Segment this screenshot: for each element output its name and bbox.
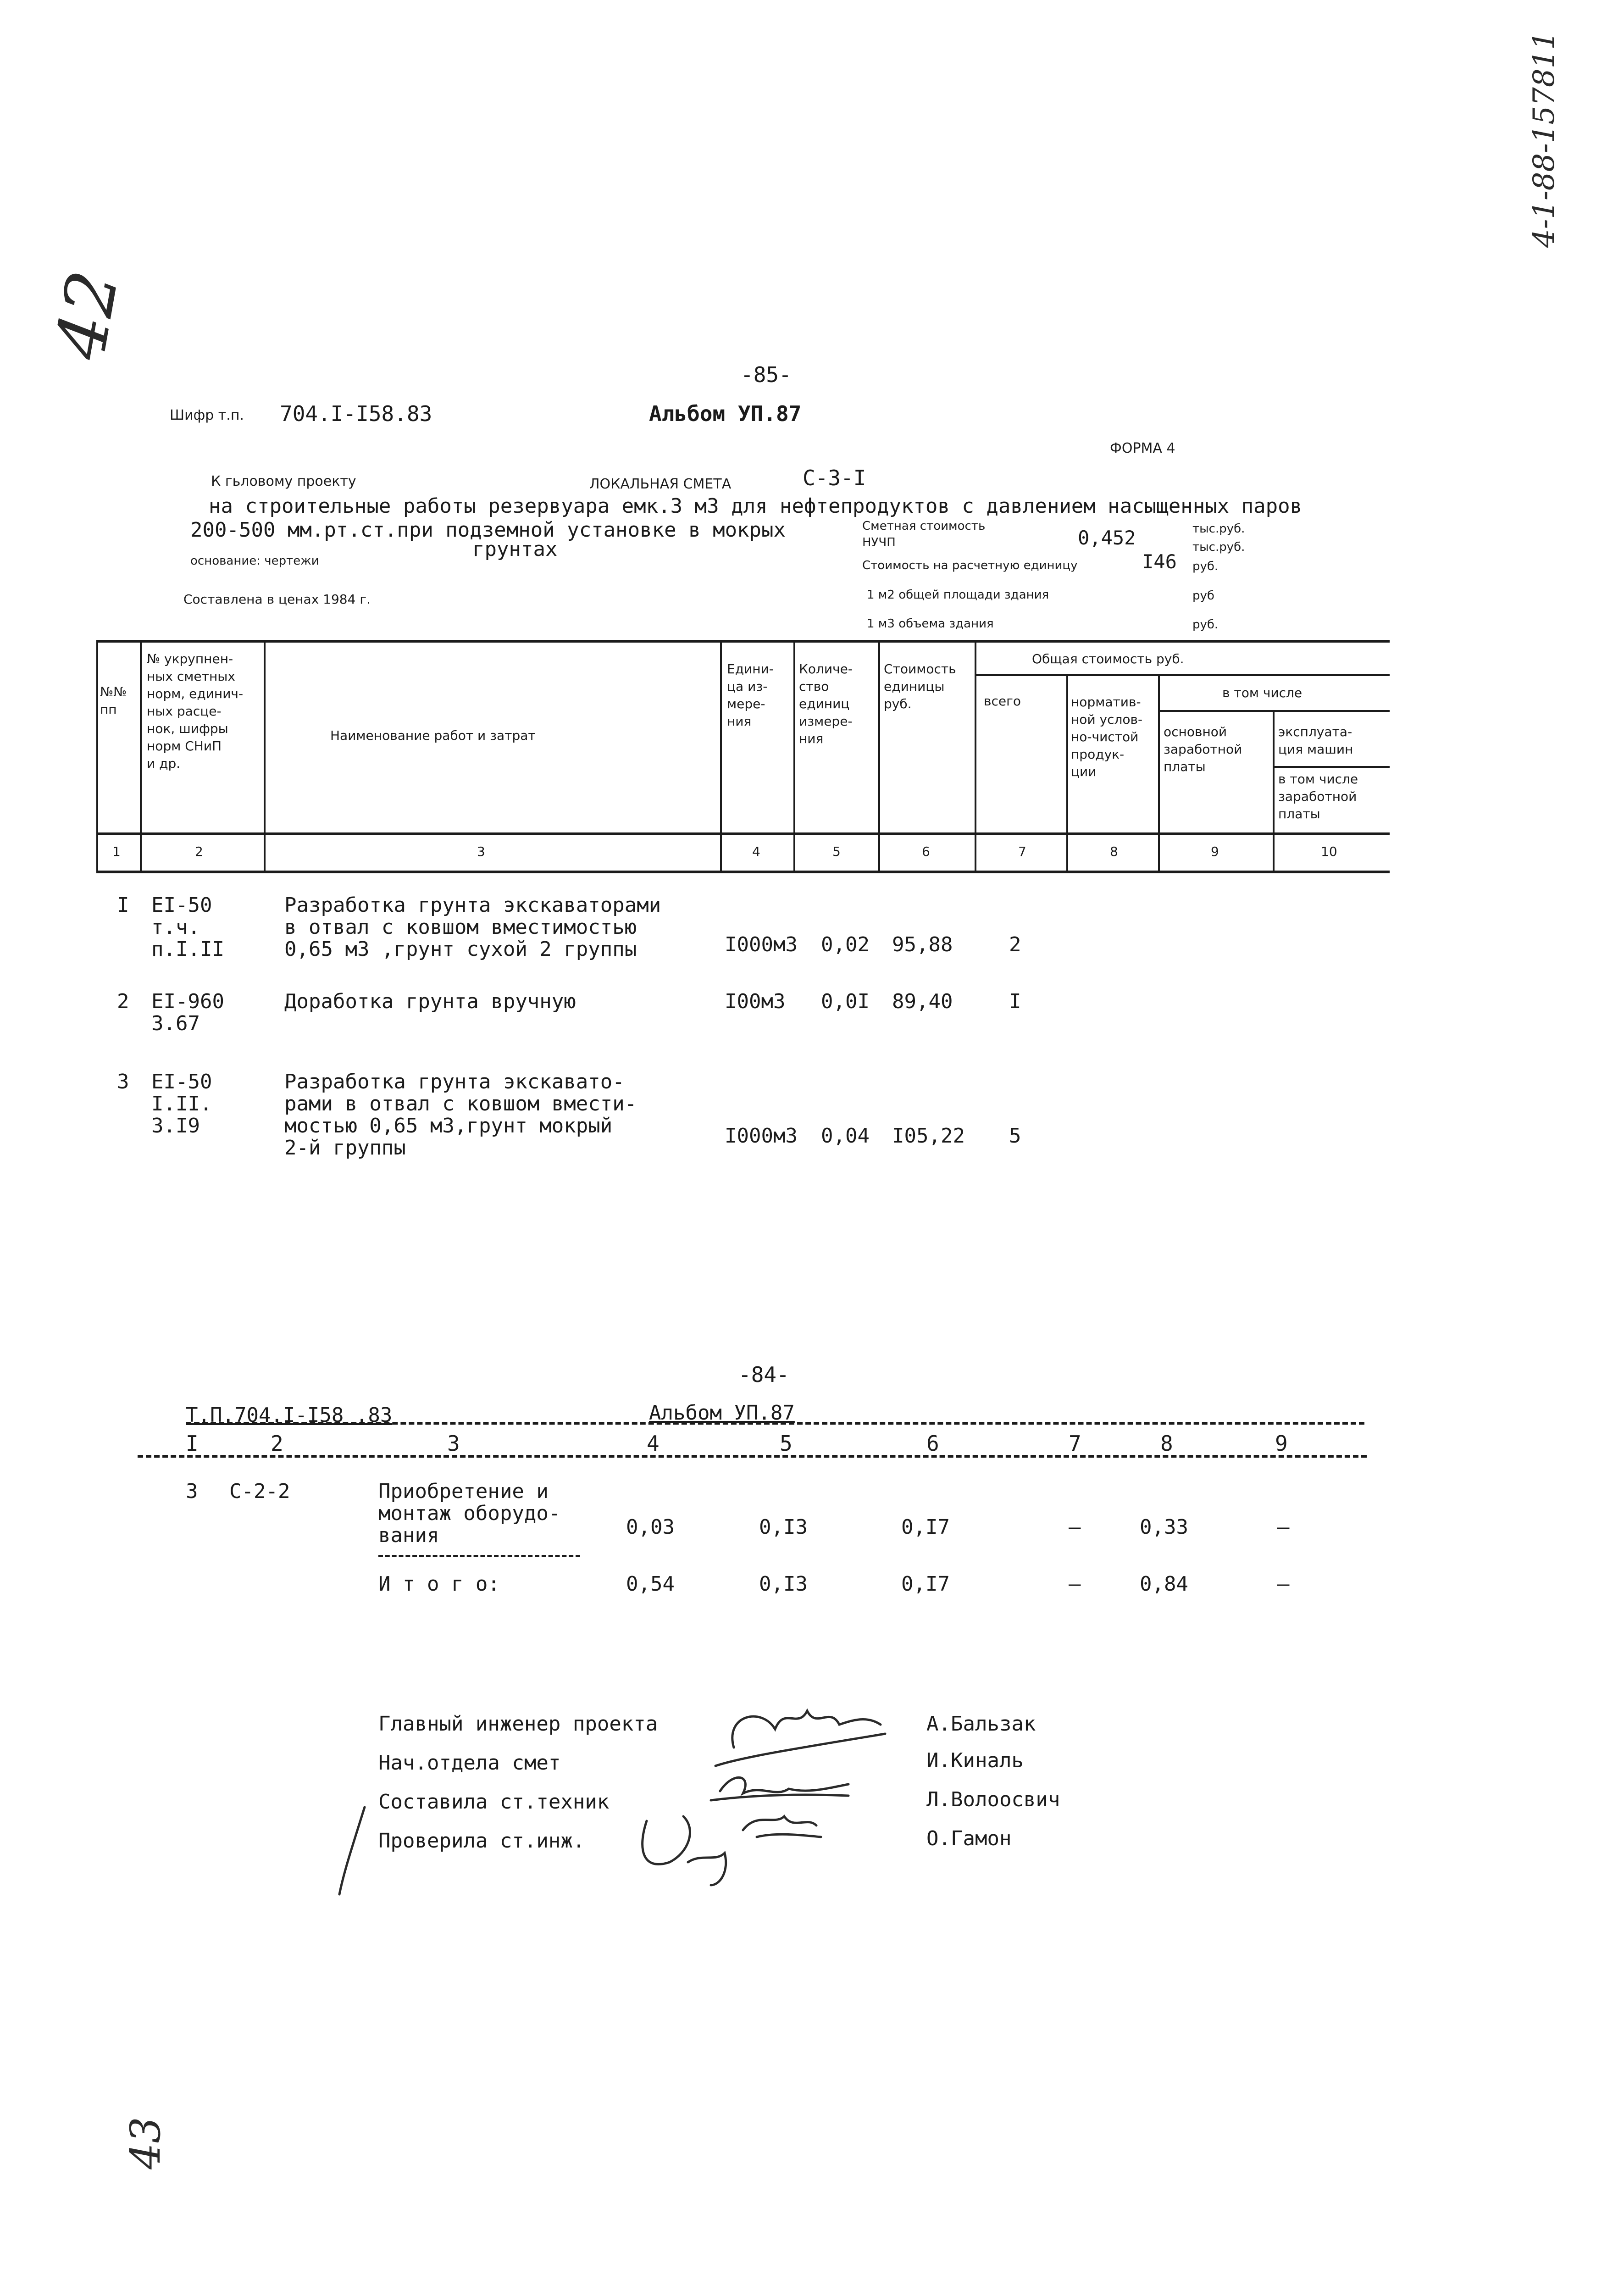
row-quantity: 0,02 (821, 933, 870, 956)
col-header-quantity: Количе- ство единиц измере- ния (799, 661, 853, 746)
row-value-4: 0,03 (626, 1515, 675, 1539)
row-work-name: Приобретение и монтаж оборудо- вания (378, 1480, 561, 1547)
row-value-8: 0,84 (1140, 1572, 1188, 1596)
bottom-col-9: 9 (1275, 1431, 1288, 1456)
smeta-subject-line3: грунтах (472, 538, 558, 561)
m3-unit: руб. (1192, 618, 1219, 632)
row-work-name: Разработка грунта экскавато- рами в отвал с ковшом вмести- мостью 0,65 м3,грунт мокрый 2-й группы (284, 1070, 637, 1160)
sostavlena-label: Составлена в ценах 1984 г. (183, 592, 371, 607)
row-value-7: – (1069, 1515, 1081, 1539)
row-number: 2 (117, 990, 129, 1013)
bottom-col-1: I (186, 1431, 199, 1456)
col-number-9: 9 (1211, 844, 1219, 859)
row-value-6: 0,I7 (901, 1515, 950, 1539)
col-number-3: 3 (477, 844, 485, 859)
signature-name: А.Бальзак (926, 1712, 1036, 1736)
row-unit-cost: 89,40 (892, 990, 953, 1013)
bottom-album-title: Альбом УП.87 (649, 1401, 795, 1425)
divider-line (186, 1422, 1364, 1425)
margin-note-top-left: 42 (40, 265, 134, 366)
col-header-base-salary: основной заработной платы (1164, 724, 1242, 774)
col-header-number: №№ пп (100, 684, 127, 717)
shifr-value: 704.I-I58.83 (280, 401, 432, 426)
row-value-7: – (1069, 1572, 1081, 1596)
col-header-total-all: всего (984, 694, 1021, 709)
unit-cost-unit: руб. (1192, 560, 1219, 573)
row-quantity: 0,04 (821, 1124, 870, 1148)
signature-role: Составила ст.техник (378, 1790, 610, 1814)
cost-label: Сметная стоимость (862, 519, 986, 533)
row-value-9: – (1277, 1515, 1290, 1539)
col-number-2: 2 (195, 844, 203, 859)
bottom-doc-code: Т.П.704.I-I58 .83 (186, 1404, 393, 1427)
col-header-work-name: Наименование работ и затрат (330, 728, 536, 743)
row-value-5: 0,I3 (759, 1515, 808, 1539)
row-number: I (117, 893, 129, 917)
osnovanie-label: основание: чертежи (190, 554, 319, 568)
m3-label: 1 м3 объема здания (867, 617, 994, 631)
row-unit: I00м3 (725, 990, 786, 1013)
col-number-4: 4 (752, 844, 760, 859)
row-total: I (1009, 990, 1021, 1013)
smeta-subject-line2: 200-500 мм.рт.ст.при подземной установке в мокрых (190, 518, 786, 542)
smeta-number: С-3-I (803, 466, 866, 490)
row-norm-code: EI-960 3.67 (151, 990, 224, 1035)
row-work-name: И т о г о: (378, 1572, 500, 1596)
cost-unit-1: тыс.руб. (1192, 522, 1245, 536)
col-header-unit: Едини- ца из- мере- ния (727, 661, 774, 729)
row-value-4: 0,54 (626, 1572, 675, 1596)
row-value-9: – (1277, 1572, 1290, 1596)
bottom-col-3: 3 (447, 1431, 460, 1456)
signature-name: И.Киналь (926, 1749, 1024, 1772)
row-total: 5 (1009, 1124, 1021, 1148)
row-norm-code: EI-50 I.II. 3.I9 (151, 1070, 212, 1137)
col-header-unit-cost: Стоимость единицы руб. (884, 661, 956, 711)
col-number-7: 7 (1018, 844, 1026, 859)
unit-cost-label: Стоимость на расчетную единицу (862, 559, 1078, 572)
smeta-title: ЛОКАЛЬНАЯ СМЕТА (589, 476, 732, 492)
row-value-6: 0,I7 (901, 1572, 950, 1596)
row-norm-code: EI-50 т.ч. п.I.II (151, 893, 224, 961)
bottom-col-6: 6 (926, 1431, 939, 1456)
row-unit: I000м3 (725, 933, 798, 956)
divider-line (138, 1455, 1367, 1458)
cost-unit-2: тыс.руб. (1192, 540, 1245, 554)
col-number-8: 8 (1110, 844, 1118, 859)
row-quantity: 0,0I (821, 990, 870, 1013)
signature-role: Нач.отдела смет (378, 1751, 561, 1775)
page-number-bottom: -84- (738, 1362, 789, 1387)
bottom-col-2: 2 (271, 1431, 283, 1456)
nuchp-label: НУЧП (862, 536, 896, 549)
forma-label: ФОРМА 4 (1110, 440, 1175, 456)
m2-unit: руб (1192, 589, 1214, 603)
row-total: 2 (1009, 933, 1021, 956)
margin-note-right: 4-1-88-157811 (1527, 31, 1561, 248)
margin-note-bottom-left: 43 (121, 2117, 170, 2169)
col-header-including: в том числе (1222, 685, 1303, 700)
row-value-8: 0,33 (1140, 1515, 1188, 1539)
col-header-normative: норматив- ной услов- но-чистой продук- ции (1071, 694, 1143, 779)
divider-line (378, 1555, 580, 1557)
signature-role: Главный инженер проекта (378, 1712, 658, 1736)
col-number-10: 10 (1321, 844, 1337, 859)
m2-label: 1 м2 общей площади здания (867, 588, 1049, 602)
col-number-6: 6 (922, 844, 930, 859)
col-number-1: 1 (112, 844, 121, 859)
smeta-subject-line1: на строительные работы резервуара емк.3 м3 для нефтепродуктов с давлением насыщенных паров (209, 494, 1303, 518)
cost-value: 0,452 (1078, 527, 1136, 549)
row-unit: I000м3 (725, 1124, 798, 1148)
col-header-norm-code: № укрупнен- ных сметных норм, единич- ных расце- нок, шифры норм СНиП и др. (147, 651, 244, 771)
album-title: Альбом УП.87 (649, 401, 802, 426)
bottom-col-5: 5 (780, 1431, 793, 1456)
signature-role: Проверила ст.инж. (378, 1829, 585, 1853)
bottom-col-7: 7 (1069, 1431, 1081, 1456)
col-header-total-cost: Общая стоимость руб. (1032, 651, 1184, 666)
col-header-machines-salary: в том числе заработной платы (1278, 771, 1358, 821)
signature-name: О.Гамон (926, 1827, 1012, 1850)
bottom-col-8: 8 (1160, 1431, 1173, 1456)
shifr-label: Шифр т.п. (170, 407, 244, 423)
row-unit-cost: I05,22 (892, 1124, 965, 1148)
row-value-5: 0,I3 (759, 1572, 808, 1596)
handwritten-signatures (321, 1679, 917, 1899)
row-number: 3 (186, 1480, 198, 1503)
signature-name: Л.Волоосвич (926, 1788, 1060, 1811)
row-unit-cost: 95,88 (892, 933, 953, 956)
k-proektu-label: К гьловому проекту (211, 473, 356, 489)
row-norm-code: С-2-2 (229, 1480, 290, 1503)
unit-cost-value: I46 (1142, 550, 1177, 573)
col-header-machines: эксплуата- ция машин (1278, 724, 1353, 757)
row-work-name: Разработка грунта экскаваторами в отвал с ковшом вместимостью 0,65 м3 ,грунт сухой 2 группы (284, 893, 661, 961)
page-number-top: -85- (741, 362, 792, 387)
col-number-5: 5 (832, 844, 841, 859)
row-work-name: Доработка грунта вручную (284, 990, 576, 1013)
row-number: 3 (117, 1070, 129, 1093)
bottom-col-4: 4 (647, 1431, 660, 1456)
